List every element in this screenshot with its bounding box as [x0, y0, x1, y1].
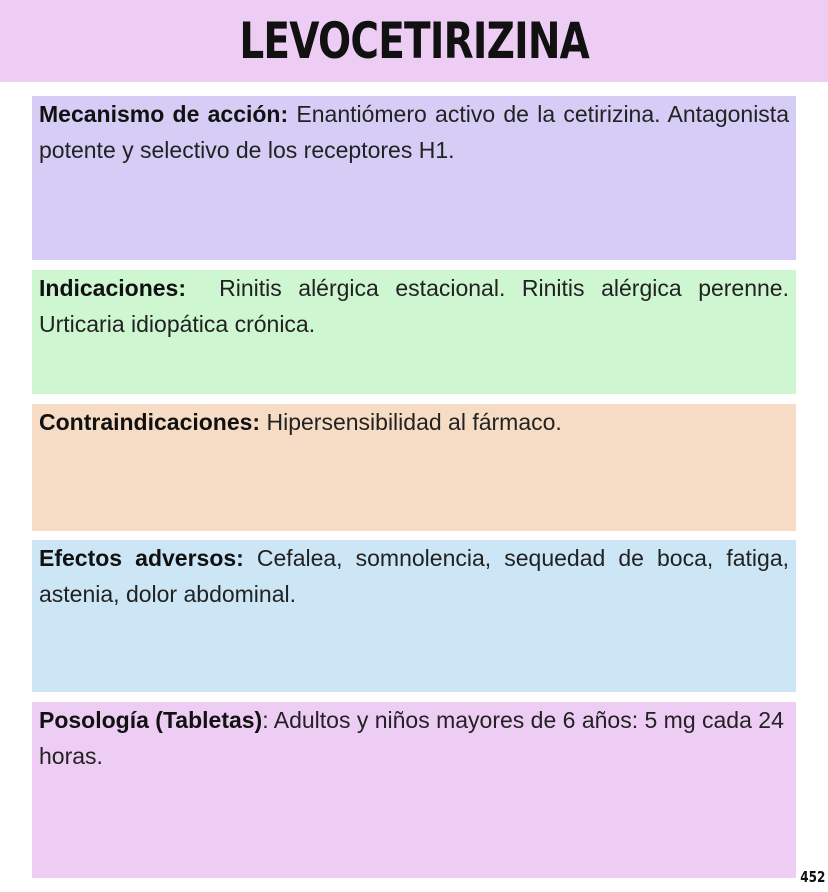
indications-section	[32, 270, 796, 394]
contraindications-paragraph	[39, 404, 789, 440]
dosage-section	[32, 702, 796, 878]
mechanism-paragraph	[39, 96, 789, 168]
contraindications-label: Contraindicaciones:	[39, 409, 261, 435]
indications-label: Indicaciones:	[39, 275, 186, 301]
page-number: 452	[799, 868, 825, 886]
adverse-effects-label: Efectos adversos:	[39, 545, 244, 571]
mechanism-section	[32, 96, 796, 260]
dosage-paragraph	[39, 702, 789, 774]
dosage-label: Posología (Tabletas)	[39, 707, 263, 733]
indications-paragraph	[39, 270, 796, 342]
mechanism-label: Mecanismo de acción:	[39, 101, 289, 127]
page-title: LEVOCETIRIZINA	[239, 12, 589, 70]
contraindications-text: Hipersensibilidad al fármaco.	[260, 409, 562, 435]
title-banner	[0, 0, 828, 82]
indications-text: Rinitis alérgica estacional. Rinitis alérgica perenne. Urticaria idiopática crónica.	[39, 275, 796, 337]
mechanism-text: Enantiómero activo de la cetirizina. Antagonista potente y selectivo de los receptores H1.	[39, 101, 789, 163]
contraindications-section	[32, 404, 796, 531]
adverse-effects-section	[32, 540, 796, 692]
adverse-effects-text: Cefalea, somnolencia, sequedad de boca, fatiga, astenia, dolor abdominal.	[39, 545, 789, 607]
dosage-text: : Adultos y niños mayores de 6 años: 5 mg cada 24 horas.	[39, 707, 784, 769]
adverse-effects-paragraph	[39, 540, 789, 612]
